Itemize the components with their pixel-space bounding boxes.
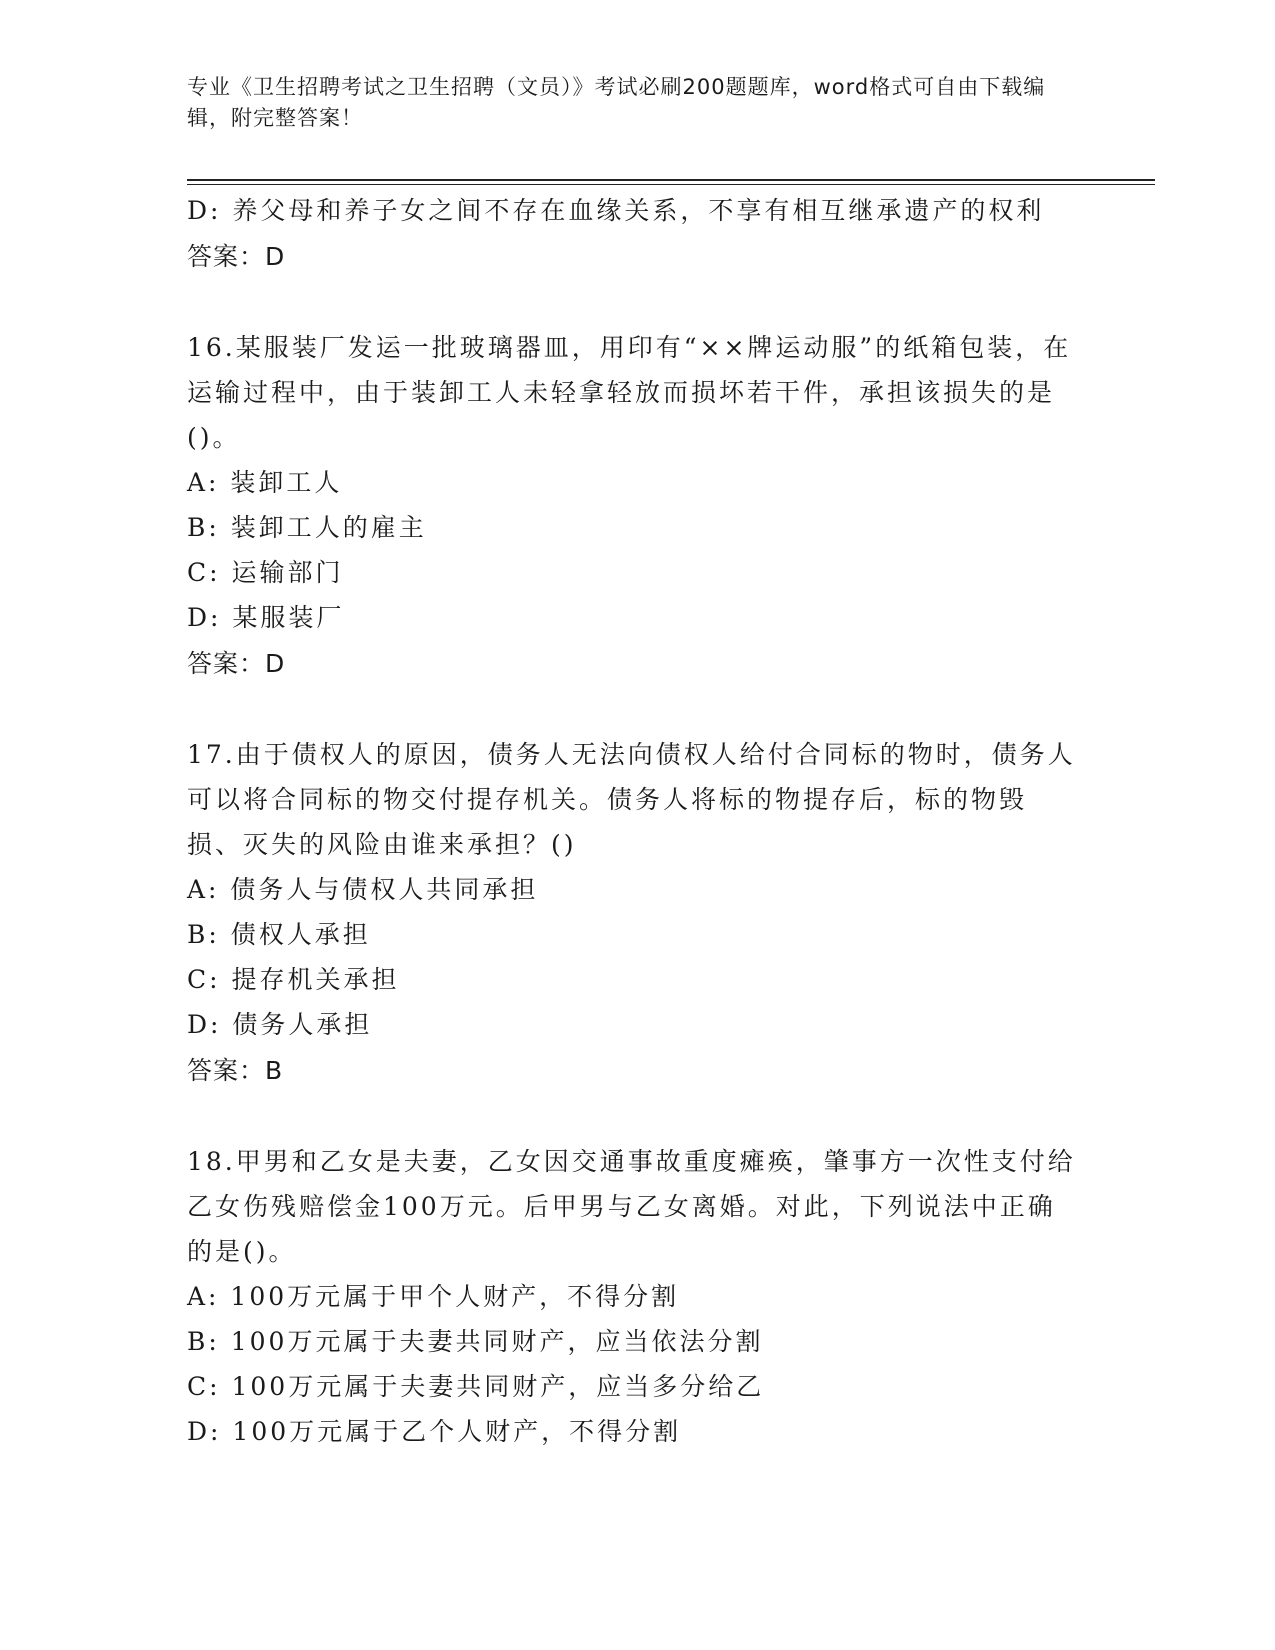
option-a: A: 装卸工人 <box>187 468 343 497</box>
option-c: C: 提存机关承担 <box>187 965 400 994</box>
option-c: C: 运输部门 <box>187 558 344 587</box>
option-d: D: 某服装厂 <box>187 603 345 632</box>
document-body <box>187 188 1077 1454</box>
option-a: A: 100万元属于甲个人财产，不得分割 <box>187 1282 680 1311</box>
option-d: D: 债务人承担 <box>187 1010 373 1039</box>
page-header: 专业《卫生招聘考试之卫生招聘（文员）》考试必刷200题题库，word格式可自由下载编辑，附完整答案！ <box>187 75 1046 130</box>
question-16 <box>187 325 1077 687</box>
question-stem: 16.某服装厂发运一批玻璃器皿，用印有“××牌运动服”的纸箱包装，在运输过程中，由于装卸工人未轻拿轻放而损坏若干件，承担该损失的是()。 <box>187 333 1072 452</box>
option-a: A: 债务人与债权人共同承担 <box>187 875 539 904</box>
option-c: C: 100万元属于夫妻共同财产，应当多分给乙 <box>187 1372 765 1401</box>
question-18 <box>187 1139 1077 1454</box>
answer: 答案：D <box>187 649 286 678</box>
question-stem: 17.由于债权人的原因，债务人无法向债权人给付合同标的物时，债务人可以将合同标的物交付提存机关。债务人将标的物提存后，标的物毁损、灭失的风险由谁来承担？() <box>187 740 1076 859</box>
answer: 答案：D <box>187 242 286 271</box>
header-rule <box>187 179 1155 181</box>
option-d: D: 养父母和养子女之间不存在血缘关系，不享有相互继承遗产的权利 <box>187 196 1045 225</box>
option-b: B: 装卸工人的雇主 <box>187 513 427 542</box>
option-d: D: 100万元属于乙个人财产，不得分割 <box>187 1417 682 1446</box>
answer: 答案：B <box>187 1056 284 1085</box>
option-b: B: 债权人承担 <box>187 920 371 949</box>
option-b: B: 100万元属于夫妻共同财产，应当依法分割 <box>187 1327 764 1356</box>
question-17 <box>187 732 1077 1094</box>
header-rule-thin <box>187 184 1155 185</box>
question-stem: 18.甲男和乙女是夫妻，乙女因交通事故重度瘫痪，肇事方一次性支付给乙女伤残赔偿金100万元。后甲男与乙女离婚。对此，下列说法中正确的是()。 <box>187 1147 1076 1266</box>
